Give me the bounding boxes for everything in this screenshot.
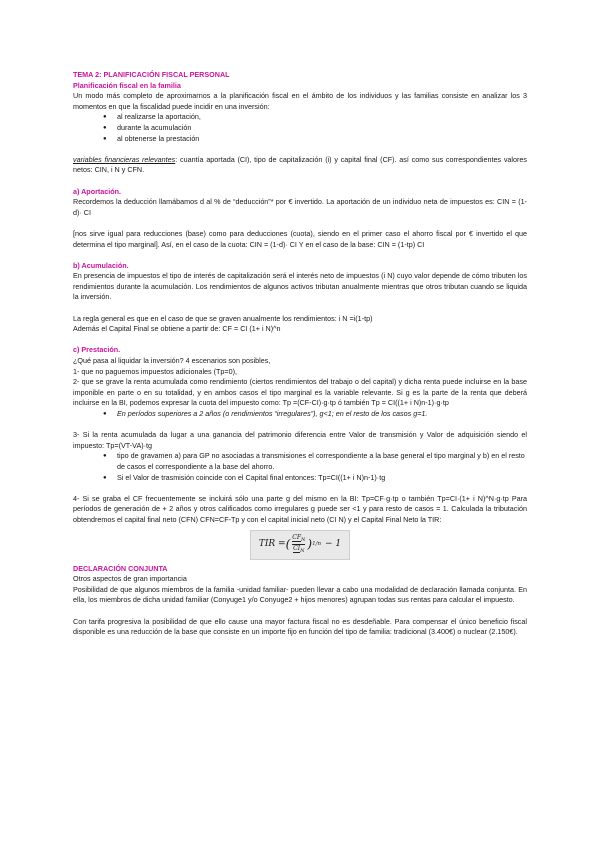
- tir-formula: TIR = ( $\frac{CF_N}{CI_N}$ ) 1/n − 1: [250, 530, 350, 560]
- section-c-scenario-3-list: [73, 451, 527, 483]
- section-c-line-2: 1- que no paguemos impuestos adicionales (Tp=0),: [73, 366, 238, 376]
- section-b-paragraph-3: Además el Capital Final se obtiene a partir de: CF = CI (1+ i N)^n: [73, 324, 281, 334]
- section-a-paragraph-1: Recordemos la deducción llamábamos d al % de “deducción”* por € invertido. La aportación de un individuo neta de impuestos es: CIN = (1-d)· CI: [73, 197, 527, 217]
- section-c-paragraph-4: 4- Si se graba el CF frecuentemente se incluirá sólo una parte g del mismo en la BI: Tp=CF·g·tp o también Tp=CI·(1+ i N)^N·g·tp Para períodos de generación de + 2 años y otros calificados como irregulares g puede ser <1 y para resto de casos = 1. Calculada la tributación obtendremos el capital final neto (CFN) CFN=CF-Tp y con el capital inicial neto (CI N) y el Capital Final Neto la TIR:: [73, 493, 527, 524]
- section-a-title: a) Aportación.: [73, 186, 122, 196]
- document-title: TEMA 2: PLANIFICACIÓN FISCAL PERSONAL: [73, 70, 230, 79]
- formula-fraction: [292, 534, 305, 555]
- moments-list: [73, 112, 527, 144]
- section-d-title: DECLARACIÓN CONJUNTA: [73, 563, 168, 573]
- intro-paragraph: Un modo más completo de aproximarnos a la planificación fiscal en el ámbito de los individuos y las familias consiste en analizar los 3 momentos en que la fiscalidad puede incidir en una inversión:: [73, 91, 527, 111]
- formula-exponent: 1/n: [312, 541, 322, 548]
- formula-numerator-sub: N: [301, 537, 306, 544]
- section-a-paragraph-2: [nos sirve igual para reducciones (base) como para deducciones (cuota), siendo en el primer caso el ahorro fiscal por € invertido el que determina el tipo marginal]. Así, en el caso de la cuota: CIN = (1-d)· CI Y en el caso de la base: CIN = (1-tp) CI: [73, 228, 527, 249]
- variables-text: : cuantía aportada (CI), tipo de capitalización (i) y capital final (CF). así como sus correspondientes valores netos: CIN, i N y CFN.: [73, 154, 527, 175]
- formula-denominator-sub: N: [300, 548, 305, 555]
- list-item: ● tipo de gravamen a) para GP no asociadas a transmisiones el correspondiente a la base general el tipo marginal y b) en el resto de casos el correspondiente a la base del ahorro.: [103, 451, 527, 472]
- section-c-title: c) Prestación.: [73, 345, 121, 355]
- section-subtitle: Planificación fiscal en la familia: [73, 80, 181, 90]
- variables-label: variables financieras relevantes: [73, 154, 176, 164]
- list-item: ● al obtenerse la prestación: [103, 134, 527, 145]
- section-b-paragraph-2: La regla general es que en el caso de que se graven anualmente los rendimientos: i N =i(1-tp): [73, 313, 373, 323]
- list-item: ● al realizarse la aportación,: [103, 112, 527, 123]
- list-item: ● durante la acumulación: [103, 123, 527, 134]
- list-item: ● En períodos superiores a 2 años (o rendimientos “irregulares”), g<1; en el resto de los casos g=1.: [103, 409, 527, 420]
- section-b-title: b) Acumulación.: [73, 260, 129, 270]
- section-d-paragraph-2: Con tarifa progresiva la posibilidad de que ello cause una mayor factura fiscal no es desdeñable. Para compensar el único beneficio fiscal disponible es una reducción de la base que consiste en un importe fijo en función del tipo de familia: tradicional (3.400€) o nuclear (2.150€).: [73, 616, 527, 637]
- section-d-line-1: Otros aspectos de gran importancia: [73, 574, 187, 584]
- section-d-paragraph-1: Posibilidad de que algunos miembros de la familia -unidad familiar- pueden llevar a cabo una modalidad de declaración llamada conjunta. En ella, los miembros de dicha unidad familiar (Conyuge1 y/o Conyuge2 + hijos menores) agrupan todas sus rentas para calcular el impuesto.: [73, 584, 527, 605]
- section-c-paragraph-3: 3- Si la renta acumulada da lugar a una ganancia del patrimonio diferencia entre Valor de transmisión y Valor de adquisición siendo el impuesto: Tp=(VT-VA)·tg: [73, 430, 527, 450]
- section-c-line-3: 2- que se grave la renta acumulada como rendimiento (ciertos rendimientos del trabajo o del capital) y dicha renta puede incluirse en la base imponible en parte o en su totalidad, y en ambos casos el tipo marginal es la variable relevante. Si g es la parte de la renta que deberá incluirse en la BI, podemos expresar la cuota del impuesto como: Tp =(CF-CI)·g·tp ó también Tp = CI((1+ i N)n-1)·g·tp: [73, 377, 527, 408]
- formula-rhs: − 1: [325, 539, 342, 550]
- list-item: ● Si el Valor de trasmisión coincide con el Capital final entonces: Tp=CI((1+ i N)n-1)·tg: [103, 473, 527, 484]
- variables-paragraph: [73, 155, 527, 176]
- formula-numerator: CF: [292, 533, 302, 541]
- section-c-italic-list: [73, 409, 527, 420]
- section-b-paragraph-1: En presencia de impuestos el tipo de interés de capitalización será el interés neto de impuestos (i N) cuyo valor depende de cómo tributen los rendimientos durante la acumulación. Los rendimientos de algunos activos tributan anualmente mientras que otros tributan cuando se liquida la inversión.: [73, 271, 527, 302]
- formula-denominator: CI: [293, 545, 301, 553]
- section-c-line-1: ¿Qué pasa al liquidar la inversión? 4 escenarios son posibles,: [73, 356, 271, 366]
- formula-lhs: TIR =: [258, 539, 286, 550]
